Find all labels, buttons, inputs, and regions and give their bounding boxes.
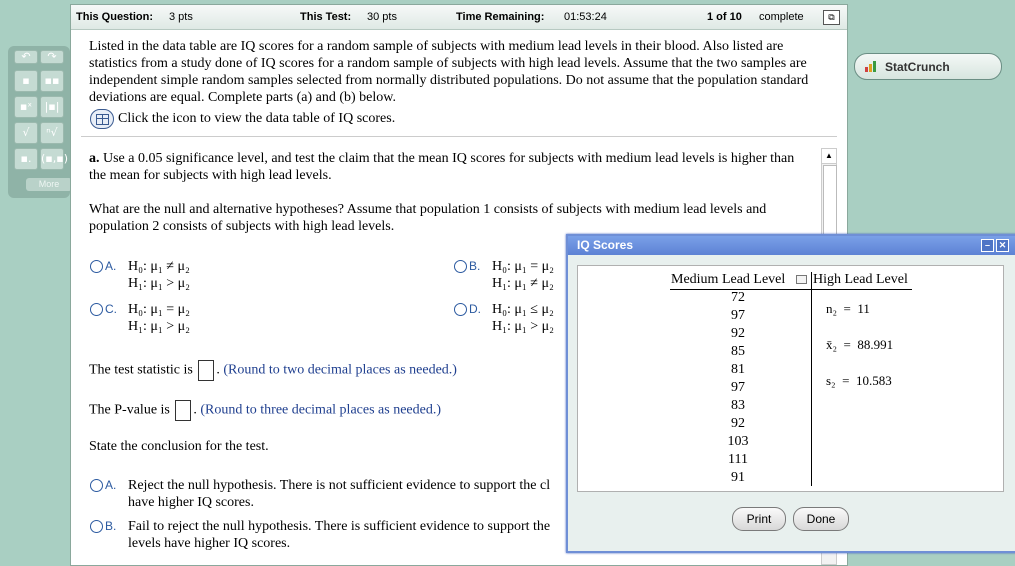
conclusion-radio-a[interactable] xyxy=(90,479,103,492)
progress-status: complete xyxy=(759,11,804,23)
progress-count: 1 of 10 xyxy=(707,11,742,23)
option-a-h0: μ₁ ≠ μ₂ xyxy=(150,259,190,274)
medium-value-cell: 97 xyxy=(731,308,745,323)
stat-s2: s₂ = 10.583 xyxy=(826,373,892,388)
interval-icon[interactable]: (▪,▪) xyxy=(40,148,64,170)
undo-icon[interactable]: ↶ xyxy=(14,50,38,64)
this-question-label: This Question: xyxy=(76,11,153,23)
option-d-h1: μ₁ > μ₂ xyxy=(514,319,555,334)
hypothesis-option-d[interactable]: D. H₀: μ₁ ≤ μ₂ H₁: μ₁ > μ₂ xyxy=(454,301,481,318)
conclusion-option-b[interactable]: B. Fail to reject the null hypothesis. There is sufficient evidence to support the levels have higher IQ scores. xyxy=(90,518,116,535)
minimize-icon[interactable]: – xyxy=(981,239,994,252)
nth-root-icon[interactable]: ⁿ√ xyxy=(40,122,64,144)
header-rule xyxy=(670,289,912,290)
part-a-label: a. xyxy=(89,151,100,166)
medium-value-cell: 83 xyxy=(731,398,745,413)
data-table-link-text: Click the icon to view the data table of IQ scores. xyxy=(118,111,396,127)
question-intro: Listed in the data table are IQ scores for a random sample of subjects with medium lead levels in their blood. Also listed are statistics from a study done of IQ scores for a random sample of subjects with high lead levels. Assume that the two samples are independent simple random samples selected from normally distributed populations. Do not assume that the population standard deviations are equal. Complete parts (a) and (b) below. xyxy=(89,39,809,105)
medium-lead-header: Medium Lead Level xyxy=(671,272,786,287)
radio-d[interactable] xyxy=(454,303,467,316)
radio-a[interactable] xyxy=(90,260,103,273)
high-lead-header: High Lead Level xyxy=(813,272,908,287)
data-table-icon[interactable] xyxy=(90,109,114,129)
test-statistic-input[interactable] xyxy=(198,360,214,381)
p-value-input[interactable] xyxy=(175,400,191,421)
conclusion-option-a[interactable]: A. Reject the null hypothesis. There is not sufficient evidence to support the cl have higher IQ scores. xyxy=(90,477,116,494)
medium-value-cell: 92 xyxy=(731,416,745,431)
medium-value-cell: 81 xyxy=(731,362,745,377)
data-table xyxy=(577,265,1004,492)
medium-value-cell: 92 xyxy=(731,326,745,341)
option-a-h1: μ₁ > μ₂ xyxy=(150,276,191,291)
radio-c[interactable] xyxy=(90,303,103,316)
dialog-titlebar[interactable] xyxy=(568,236,1015,255)
redo-icon[interactable]: ↷ xyxy=(40,50,64,64)
medium-value-cell: 72 xyxy=(731,290,745,305)
statcrunch-icon xyxy=(864,59,878,73)
conclusion-radio-b[interactable] xyxy=(90,520,103,533)
copy-table-icon[interactable] xyxy=(796,275,807,284)
more-button[interactable]: More xyxy=(26,178,72,191)
absolute-value-icon[interactable]: |▪| xyxy=(40,96,64,118)
hypothesis-option-b[interactable]: B. H₀: μ₁ = μ₂ H₁: μ₁ ≠ μ₂ xyxy=(454,258,480,275)
part-a-text: Use a 0.05 significance level, and test the claim that the mean IQ scores for subjects with medium lead levels is higher than the mean for subjects with high lead levels. xyxy=(89,151,795,183)
scrollbar-thumb[interactable] xyxy=(823,165,837,237)
medium-value-cell: 103 xyxy=(727,434,749,449)
dialog-title: IQ Scores xyxy=(577,238,634,252)
option-c-h0: μ₁ = μ₂ xyxy=(150,302,191,317)
iq-scores-dialog xyxy=(566,234,1015,553)
hypothesis-option-a[interactable]: A. H₀: μ₁ ≠ μ₂ H₁: μ₁ > μ₂ xyxy=(90,258,116,275)
close-icon[interactable]: ✕ xyxy=(996,239,1009,252)
stat-xbar2: x̄₂ = 88.991 xyxy=(826,337,894,352)
option-c-h1: μ₁ > μ₂ xyxy=(150,319,191,334)
subscript-icon[interactable]: ▪. xyxy=(14,148,38,170)
mixed-fraction-icon[interactable]: ▪▪ xyxy=(40,70,64,92)
divider xyxy=(81,136,837,137)
option-b-h0: μ₁ = μ₂ xyxy=(514,259,555,274)
stat-n2: n₂ = 11 xyxy=(826,301,870,316)
this-question-value: 3 pts xyxy=(169,11,193,23)
question-header xyxy=(71,5,847,30)
time-remaining-value: 01:53:24 xyxy=(564,11,607,23)
done-button[interactable]: Done xyxy=(793,507,849,531)
statcrunch-label: StatCrunch xyxy=(885,60,950,74)
exponent-icon[interactable]: ▪ˣ xyxy=(14,96,38,118)
square-root-icon[interactable]: √ xyxy=(14,122,38,144)
option-d-h0: μ₁ ≤ μ₂ xyxy=(514,302,554,317)
this-test-label: This Test: xyxy=(300,11,352,23)
statcrunch-button[interactable] xyxy=(854,53,1002,80)
test-statistic-row: The test statistic is . (Round to two decimal places as needed.) xyxy=(89,360,457,381)
fraction-icon[interactable]: ▪ xyxy=(14,70,38,92)
time-remaining-label: Time Remaining: xyxy=(456,11,545,23)
scroll-up-icon[interactable]: ▲ xyxy=(822,149,836,164)
medium-value-cell: 85 xyxy=(731,344,745,359)
hypothesis-option-c[interactable]: C. H₀: μ₁ = μ₂ H₁: μ₁ > μ₂ xyxy=(90,301,117,318)
option-b-h1: μ₁ ≠ μ₂ xyxy=(514,276,554,291)
column-divider xyxy=(811,272,812,486)
medium-value-cell: 97 xyxy=(731,380,745,395)
hypotheses-prompt: What are the null and alternative hypotheses? Assume that population 1 consists of subjects with medium lead levels and population 2 consists of subjects with high lead levels. xyxy=(89,202,767,234)
medium-value-cell: 111 xyxy=(728,452,748,467)
data-table-link[interactable] xyxy=(90,109,395,129)
conclusion-prompt: State the conclusion for the test. xyxy=(89,439,269,454)
part-a-question xyxy=(89,150,804,184)
p-value-row: The P-value is . (Round to three decimal places as needed.) xyxy=(89,400,441,421)
this-test-value: 30 pts xyxy=(367,11,397,23)
radio-b[interactable] xyxy=(454,260,467,273)
math-toolbar xyxy=(8,46,70,198)
print-button[interactable]: Print xyxy=(732,507,786,531)
medium-value-cell: 91 xyxy=(731,470,745,485)
popout-icon[interactable]: ⧉ xyxy=(823,10,840,25)
